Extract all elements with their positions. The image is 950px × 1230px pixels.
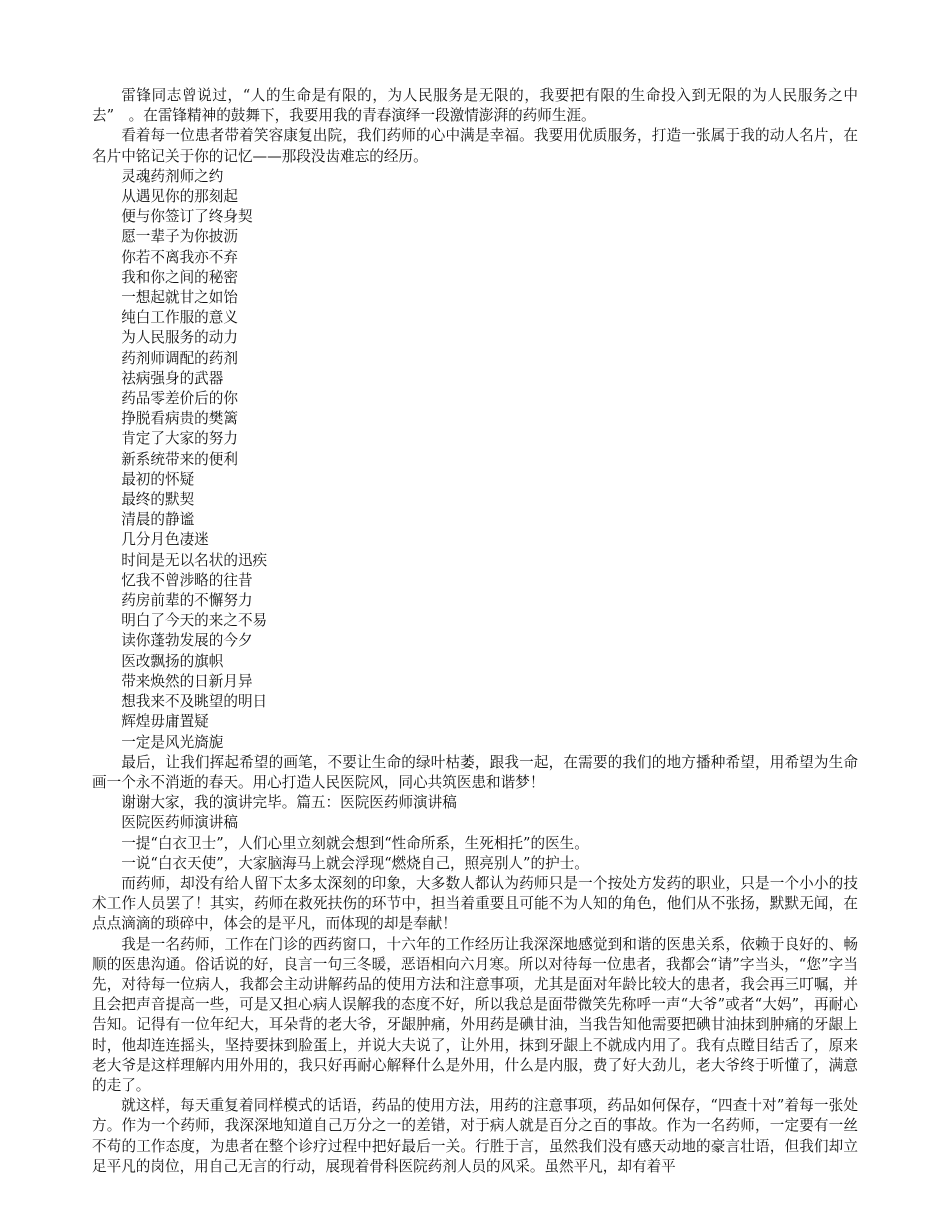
poem-line: 挣脱看病贵的樊篱 [121, 410, 238, 428]
poem-line: 便与你签订了终身契 [121, 208, 253, 226]
poem-line: 药房前辈的不懈努力 [121, 592, 253, 610]
poem-line: 一想起就甘之如饴 [121, 289, 238, 307]
intro-paragraph: 雷锋同志曾说过，“人的生命是有限的，为人民服务是无限的，我要把有限的生命投入到无限的为人民服务之中去” 。在雷锋精神的鼓舞下，我要用我的青春演绎一段激情澎湃的药师生涯。 [92, 87, 858, 125]
poem-title: 灵魂药剂师之约 [121, 167, 224, 185]
poem-line: 明白了今天的来之不易 [121, 612, 268, 630]
poem-line: 从遇见你的那刻起 [121, 188, 238, 206]
body-paragraph: 就这样，每天重复着同样模式的话语，药品的使用方法，用药的注意事项，药品如何保存，“四查十对”着每一张处方。作为一个药师，我深深地知道自己万分之一的差错，对于病人就是百分之百的事故。作为一名药师，一定要有一丝不苟的工作态度，为患者在整个诊疗过程中把好最后一关。行胜于言，虽然我们没有感天动地的豪言壮语，但我们却立足平凡的岗位，用自己无言的行动，展现着骨科医院药剂人员的风采。虽然平凡，却有着平 [92, 1097, 858, 1175]
poem-line: 纯白工作服的意义 [121, 309, 238, 327]
body-paragraph: 而药师，却没有给人留下太多太深刻的印象，大多数人都认为药师只是一个按处方发药的职业，只是一个小小的技术工作人员罢了！其实，药师在救死扶伤的环节中，担当着重要且可能不为人知的角色，他们从不张扬，默默无闻，在点点滴滴的琐碎中，体会的是平凡，而体现的却是奉献！ [92, 874, 858, 933]
poem-line: 辉煌毋庸置疑 [121, 713, 209, 731]
poem-line: 带来焕然的日新月异 [121, 672, 253, 690]
poem-line: 医改飘扬的旗帜 [121, 652, 224, 670]
poem-line: 几分月色凄迷 [121, 531, 209, 549]
body-paragraph: 一说“白衣天使”，大家脑海马上就会浮现“燃烧自己，照亮别人”的护士。 [121, 854, 589, 872]
poem-line: 一定是风光旖旎 [121, 733, 224, 751]
poem-line: 药品零差价后的你 [121, 390, 238, 408]
poem-line: 新系统带来的便利 [121, 450, 238, 468]
poem-line: 药剂师调配的药剂 [121, 349, 238, 367]
poem-line: 为人民服务的动力 [121, 329, 238, 347]
body-paragraph: 我是一名药师，工作在门诊的西药窗口，十六年的工作经历让我深深地感觉到和谐的医患关系，依赖于良好的、畅顺的医患沟通。俗话说的好，良言一句三冬暖，恶语相向六月寒。所以对待每一位患者，我都会“请”字当头，“您”字当先，对待每一位病人，我都会主动讲解药品的使用方法和注意事项，尤其是面对年龄比较大的患者，我会再三叮嘱，并且会把声音提高一些，可是又担心病人误解我的态度不好，所以我总是面带微笑先称呼一声“大爷”或者“大妈”，再耐心告知。记得有一位年纪大，耳朵背的老大爷，牙龈肿痛，外用药是碘甘油，当我告知他需要把碘甘油抹到肿痛的牙龈上时，他却连连摇头，坚持要抹到脸蛋上，并说大夫说了，让外用，抹到牙龈上不就成内用了。我有点瞠目结舌了，原来老大爷是这样理解内用外用的，我只好再耐心解释什么是外用，什么是内服，费了好大劲儿，老大爷终于听懂了，满意的走了。 [92, 935, 858, 1094]
poem-line: 忆我不曾涉略的往昔 [121, 571, 253, 589]
body-paragraph: 一提“白衣卫士”，人们心里立刻就会想到“性命所系，生死相托”的医生。 [121, 834, 589, 852]
poem-line: 清晨的静谧 [121, 511, 195, 529]
poem-line: 读你蓬勃发展的今夕 [121, 632, 253, 650]
poem-line: 最初的怀疑 [121, 470, 195, 488]
poem-line: 我和你之间的秘密 [121, 268, 238, 286]
poem-line: 最终的默契 [121, 491, 195, 509]
poem-line: 想我来不及眺望的明日 [121, 693, 268, 711]
poem-line: 时间是无以名状的迅疾 [121, 551, 268, 569]
poem [92, 187, 858, 753]
poem-line: 肯定了大家的努力 [121, 430, 238, 448]
closing-paragraph: 最后，让我们挥起希望的画笔，不要让生命的绿叶枯萎，跟我一起，在需要的我们的地方播种希望，用希望为生命画一个永不消逝的春天。用心打造人民医院风，同心共筑医患和谐梦！ [92, 753, 858, 791]
thanks-line: 谢谢大家，我的演讲完毕。篇五：医院医药师演讲稿 [121, 794, 457, 812]
poem-line: 你若不离我亦不弃 [121, 248, 238, 266]
poem-line: 愿一辈子为你披沥 [121, 228, 238, 246]
section-title: 医院医药师演讲稿 [121, 814, 238, 832]
poem-line: 祛病强身的武器 [121, 369, 224, 387]
intro-paragraph: 看着每一位患者带着笑容康复出院，我们药师的心中满是幸福。我要用优质服务，打造一张属于我的动人名片，在名片中铭记关于你的记忆——那段没齿难忘的经历。 [92, 127, 858, 165]
